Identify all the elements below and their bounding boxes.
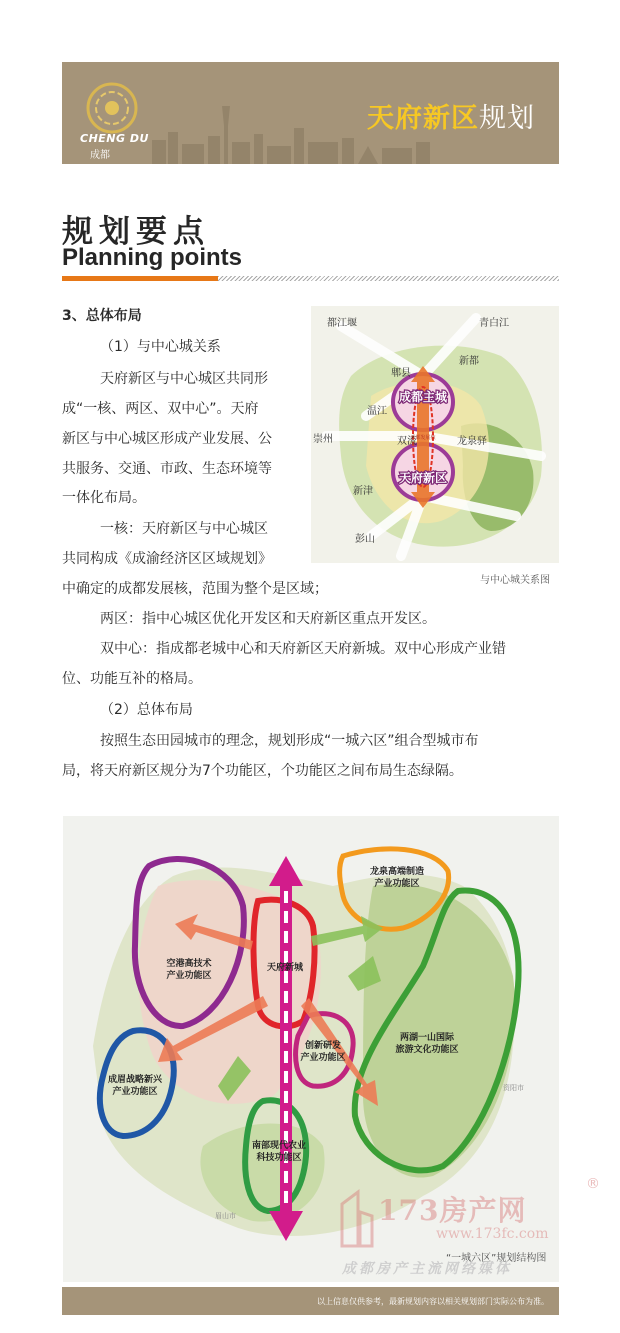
subsection-title-1: （1）与中心城关系: [100, 339, 221, 355]
paragraph-line: 共同构成《成渝经济区区域规划》: [62, 551, 272, 567]
map-label-core-bottom: 天府新区: [398, 471, 448, 485]
chengdu-sun-bird-logo: [82, 80, 142, 140]
watermark-building-icon: [338, 1186, 376, 1250]
banner-title-rest: 规划: [479, 103, 535, 134]
zone-label-chengmei-1: 成眉战略新兴: [107, 1075, 163, 1085]
paragraph-line: 新区与中心城区形成产业发展、公: [62, 431, 272, 447]
paragraph-line: 按照生态田园城市的理念，规划形成“一城六区”组合型城市布: [100, 733, 479, 749]
banner-title-highlight: 天府新区: [367, 103, 479, 134]
paragraph-line: 天府新区与中心城区共同形: [100, 371, 268, 387]
map-label-xindu: 新都: [459, 356, 479, 367]
watermark-slogan: 成都房产主流网络媒体: [342, 1261, 512, 1277]
paragraph-line: 一核：天府新区与中心城区: [100, 521, 268, 537]
page-heading-cn: 规划要点: [62, 214, 210, 250]
zone-label-nanbu-2: 科技功能区: [256, 1153, 302, 1163]
map2-caption: “一城六区”规划结构图: [446, 1253, 547, 1264]
header-banner: [62, 62, 559, 164]
map-label-ziyang: 资阳市: [503, 1084, 524, 1092]
logo-text: CHENG DU: [80, 132, 149, 145]
map-label-qingbaijiang: 青白江: [479, 318, 509, 329]
map-label-chongzhou: 崇州: [313, 434, 333, 445]
paragraph-line: 成“一核、两区、双中心”。天府: [62, 401, 259, 417]
logo-subtext: 成都: [90, 150, 110, 161]
map-label-wenjiang: 温江: [367, 406, 387, 417]
zone-label-longquan-1: 龙泉高端制造: [369, 867, 425, 877]
zone-label-chuangxin-2: 产业功能区: [300, 1053, 346, 1063]
map-label-pengshan: 彭山: [355, 534, 375, 545]
paragraph-line: 中确定的成都发展核，范围为整个是区域；: [62, 581, 328, 597]
map-label-xinjin: 新津: [353, 486, 373, 497]
heading-rule-accent: [62, 276, 218, 281]
map-label-core-top: 成都主城: [398, 390, 448, 404]
map-label-meishan: 眉山市: [215, 1212, 236, 1220]
zone-label-tianfu: 天府新城: [266, 963, 304, 973]
paragraph-line: 共服务、交通、市政、生态环境等: [62, 461, 272, 477]
section-title: 3、总体布局: [62, 308, 142, 324]
map-label-dujiangyan: 都江堰: [327, 318, 357, 329]
map-label-longquanyi: 龙泉驿: [457, 436, 487, 447]
page-heading-en: Planning points: [62, 244, 242, 271]
zone-label-lianghu-2: 旅游文化功能区: [395, 1045, 459, 1055]
map1-caption: 与中心城关系图: [480, 575, 550, 586]
zone-label-nanbu-1: 南部现代农业: [251, 1141, 307, 1151]
footer-disclaimer: 以上信息仅供参考，最新规划内容以相关规划部门实际公布为准。: [317, 1297, 549, 1306]
zone-label-lianghu-1: 两湖一山国际: [399, 1033, 455, 1043]
relation-map-svg: [311, 306, 559, 563]
watermark-registered-mark: ®: [586, 1176, 600, 1192]
paragraph-line: 双中心：指成都老城中心和天府新区天府新城。双中心形成产业错: [100, 641, 506, 657]
watermark-brand: 173房产网: [378, 1194, 527, 1227]
zone-label-konggang-2: 产业功能区: [166, 971, 212, 981]
zone-label-longquan-2: 产业功能区: [374, 879, 420, 889]
subsection-title-2: （2）总体布局: [100, 702, 193, 718]
map-label-pixian: 郫县: [391, 368, 411, 379]
paragraph-line: 局，将天府新区规分为7个功能区，个功能区之间布局生态绿隔。: [62, 763, 463, 779]
map-label-shuangliu: 双流: [397, 436, 417, 447]
banner-title: [367, 96, 535, 135]
zone-label-chuangxin-1: 创新研发: [304, 1041, 342, 1051]
heading-rule-hatched: [218, 276, 559, 281]
paragraph-line: 两区：指中心城区优化开发区和天府新区重点开发区。: [100, 611, 436, 627]
zone-label-konggang-1: 空港高技术: [166, 959, 212, 969]
paragraph-line: 位、功能互补的格局。: [62, 671, 202, 687]
watermark-url: www.173fc.com: [436, 1226, 549, 1242]
central-city-relation-map: [311, 306, 559, 563]
zone-label-chengmei-2: 产业功能区: [112, 1087, 158, 1097]
paragraph-line: 一体化布局。: [62, 490, 146, 506]
footer-bar: [62, 1287, 559, 1315]
map-label-core-mid: 成都发展核: [410, 435, 436, 441]
